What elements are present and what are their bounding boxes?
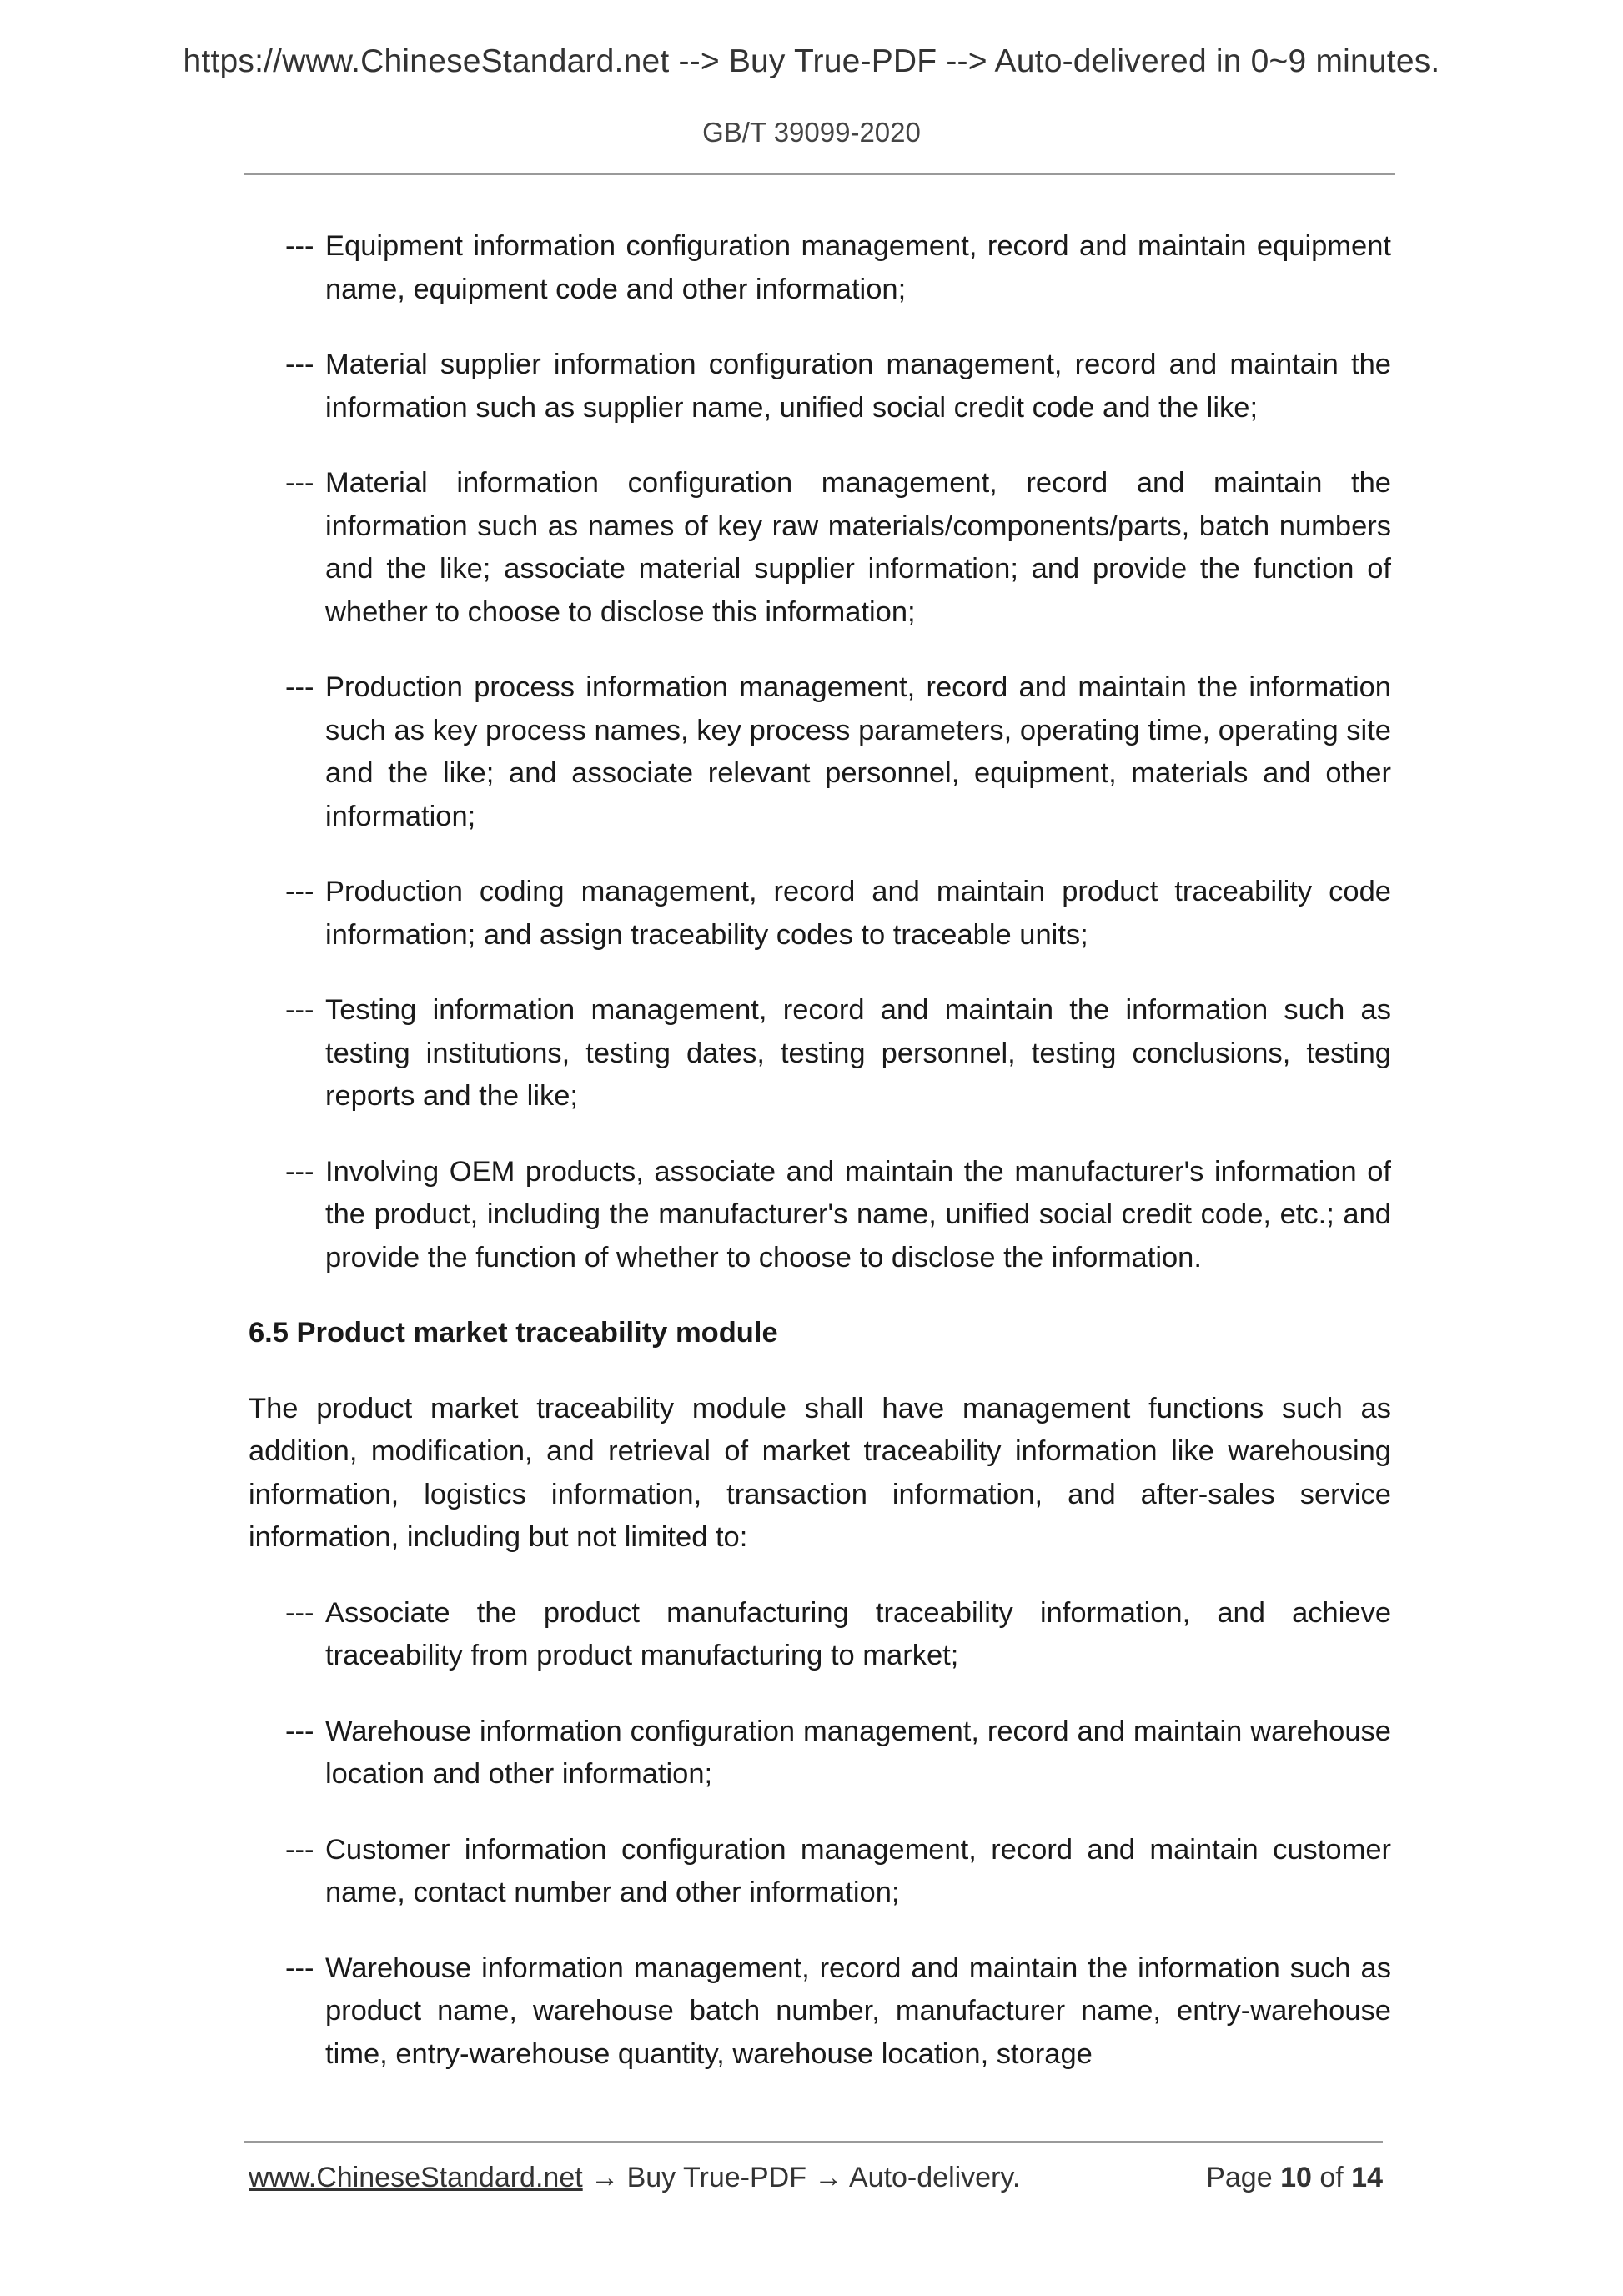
list-item: [249, 1151, 1391, 1280]
list-item: [249, 1829, 1391, 1915]
list-item-text: Testing information management, record and maintain the information such as testing institutions, testing dates, testing personnel, testing conclusions, testing reports and the like;: [325, 994, 1391, 1112]
list-item: [249, 1947, 1391, 2077]
list-bullet: ---: [285, 1833, 314, 1866]
list-bullet: ---: [285, 1715, 314, 1747]
page-label: Page: [1206, 2162, 1273, 2193]
list-bullet: ---: [285, 230, 314, 262]
list-bullet: ---: [285, 1952, 314, 1984]
list-item-text: Equipment information configuration management, record and maintain equipment name, equipment code and other information;: [325, 230, 1391, 305]
header-divider: [244, 173, 1395, 175]
footer-left: [249, 2162, 1020, 2194]
page-number: 10: [1280, 2162, 1312, 2193]
list-item-text: Involving OEM products, associate and maintain the manufacturer's information of the product, including the manufacturer's name, unified social credit code, etc.; and provide the function of whether to choose to disclose the information.: [325, 1155, 1391, 1274]
list-item: [249, 989, 1391, 1118]
of-label: of: [1319, 2162, 1344, 2193]
list-item: [249, 666, 1391, 838]
list-item: [249, 462, 1391, 634]
page-indicator: [1206, 2162, 1383, 2194]
list-item-text: Production coding management, record and maintain product traceability code information; and assign traceability codes to traceable units;: [325, 876, 1391, 951]
list-item: [249, 1592, 1391, 1678]
list-bullet: ---: [285, 1155, 314, 1188]
document-code: GB/T 39099-2020: [702, 117, 921, 148]
list-item-text: Material supplier information configuration management, record and maintain the information such as supplier name, unified social credit code and the like;: [325, 349, 1391, 424]
top-banner: https://www.ChineseStandard.net --> Buy True-PDF --> Auto-delivered in 0~9 minutes.: [183, 43, 1440, 79]
list-item-text: Customer information configuration management, record and maintain customer name, contact number and other information;: [325, 1833, 1391, 1908]
section-heading: 6.5 Product market traceability module: [249, 1317, 778, 1349]
list-bullet: ---: [285, 876, 314, 907]
total-pages: 14: [1351, 2162, 1383, 2193]
footer-divider: [244, 2141, 1383, 2143]
list-item-text: Associate the product manufacturing traceability information, and achieve traceability from product manufacturing to market;: [325, 1596, 1391, 1671]
list-bullet: ---: [285, 349, 314, 380]
footer-site-link[interactable]: www.ChineseStandard.net: [249, 2162, 583, 2193]
list-item-text: Warehouse information management, record and maintain the information such as product name, warehouse batch number, manufacturer name, entry-warehouse time, entry-warehouse quantity, warehouse location, storage: [325, 1952, 1391, 2070]
list-bullet: ---: [285, 994, 314, 1026]
list-item: [249, 871, 1391, 957]
section-intro-paragraph: The product market traceability module shall have management functions such as addition, modification, and retrieval of market traceability information like warehousing information, logistics information, transaction information, and after-sales service information, including but not limited to:: [249, 1392, 1391, 1553]
list-item-text: Material information configuration management, record and maintain the information such as names of key raw materials/components/parts, batch numbers and the like; associate material supplier information; and provide the function of whether to choose to disclose this information;: [325, 467, 1391, 628]
list-item-text: Production process information management, record and maintain the information such as key process names, key process parameters, operating time, operating site and the like; and associate relevant personnel, equipment, materials and other information;: [325, 671, 1391, 832]
footer-tagline: → Buy True-PDF → Auto-delivery.: [582, 2162, 1021, 2193]
list-bullet: ---: [285, 467, 314, 499]
list-item: [249, 344, 1391, 430]
list-item-text: Warehouse information configuration management, record and maintain warehouse location and other information;: [325, 1715, 1391, 1790]
list-item: [249, 1711, 1391, 1796]
list-item: [249, 225, 1391, 311]
page-footer: [249, 2162, 1383, 2203]
list-bullet: ---: [285, 671, 314, 703]
list-bullet: ---: [285, 1596, 314, 1629]
page-content: [249, 225, 1391, 2108]
